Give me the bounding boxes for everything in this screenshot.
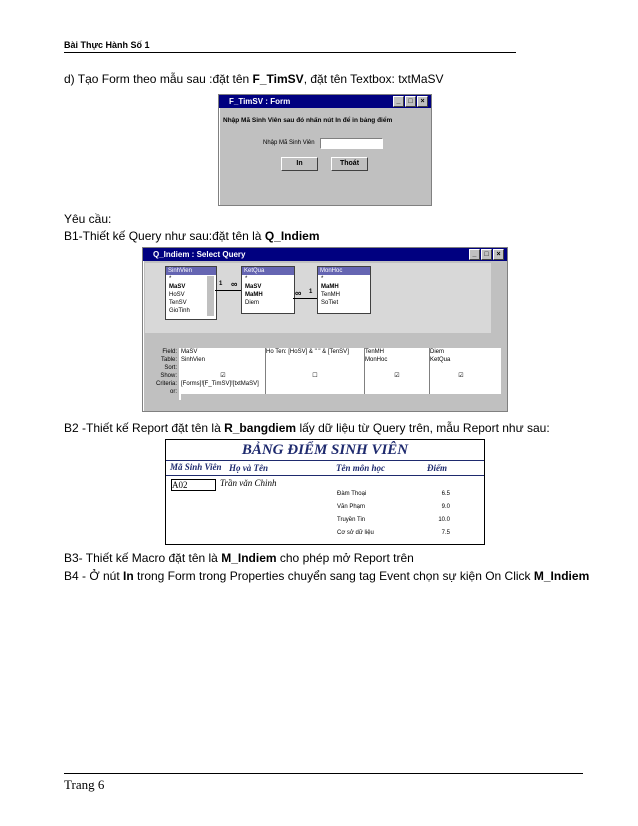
table-ketqua-title: KetQua: [242, 267, 294, 275]
horizontal-scrollbar[interactable]: [145, 333, 501, 341]
label-sort: Sort:: [164, 365, 177, 371]
b2-bold: R_bangdiem: [224, 421, 297, 435]
b4-bold2: M_Indiem: [533, 569, 590, 583]
report-subject: Cơ sở dữ liệu: [337, 530, 374, 536]
para-b4: [64, 569, 589, 583]
input-label: Nhập Mã Sinh Viên: [263, 140, 315, 146]
b4-part1: B4 - Ở nút: [64, 569, 123, 583]
close-icon[interactable]: ×: [493, 249, 504, 260]
report-score: 7.5: [441, 530, 450, 536]
report-rule: [166, 460, 484, 461]
field-masv[interactable]: MaSV: [169, 284, 186, 290]
form-titlebar: [219, 95, 431, 108]
para-d-suffix: , đặt tên Textbox: txtMaSV: [303, 72, 444, 86]
col-masv-header: Mã Sinh Viên: [170, 462, 222, 472]
para-b1: [64, 229, 320, 243]
col-table[interactable]: MonHoc: [365, 357, 388, 363]
sinhvien-scrollbar[interactable]: [207, 276, 214, 316]
query-titlebar: [143, 248, 507, 261]
para-b2: [64, 421, 550, 435]
col-field[interactable]: TenMH: [365, 349, 385, 355]
col-tenmh-header: Tên môn học: [336, 463, 386, 473]
grid-column[interactable]: [266, 348, 365, 396]
table-sinhvien-title: SinhVien: [166, 267, 216, 275]
show-checkbox[interactable]: ☑: [394, 373, 400, 379]
b2-prefix: B2 -Thiết kế Report đặt tên là: [64, 421, 225, 435]
para-d-bold: F_TimSV: [252, 72, 304, 86]
relationship-line: [215, 290, 241, 291]
label-criteria: Criteria:: [155, 381, 177, 387]
report-hoten: Trần văn Chinh: [220, 478, 277, 488]
rel-many-label: ∞: [295, 288, 302, 298]
form-window: [218, 94, 432, 206]
field-sotiet[interactable]: SoTiet: [321, 300, 339, 306]
minimize-icon[interactable]: _: [469, 249, 480, 260]
label-or: or:: [169, 389, 177, 395]
b2-suffix: lấy dữ liệu từ Query trên, mẫu Report như sau:: [296, 421, 550, 435]
thoat-button[interactable]: Thoát: [331, 157, 368, 171]
label-table: Table:: [160, 357, 177, 363]
show-checkbox[interactable]: ☑: [458, 373, 464, 379]
rel-one-label: 1: [309, 289, 313, 295]
report-subject: Đàm Thoại: [337, 491, 367, 497]
form-instruction: Nhập Mã Sinh Viên sau đó nhấn nút In để in bảng điểm: [223, 117, 393, 124]
in-button[interactable]: In: [281, 157, 318, 171]
report-masv: A02: [171, 479, 216, 491]
grid-row-labels: [145, 348, 179, 400]
para-b3: [64, 551, 414, 565]
rel-many-label: ∞: [231, 279, 238, 289]
footer-rule: [64, 773, 583, 774]
col-field[interactable]: MaSV: [181, 349, 198, 355]
label-show: Show:: [160, 373, 177, 379]
col-table[interactable]: SinhVien: [181, 357, 205, 363]
report-rule: [166, 475, 484, 476]
field-star[interactable]: *: [321, 276, 324, 282]
table-monhoc[interactable]: [317, 266, 371, 314]
close-icon[interactable]: ×: [417, 96, 428, 107]
b4-part2: trong Form trong Properties chuyển sang tag Event chọn sự kiện On Click: [133, 569, 534, 583]
report-score: 10.0: [438, 517, 450, 523]
b1-prefix: B1-Thiết kế Query như sau:đặt tên là: [64, 229, 265, 243]
field-mamh[interactable]: MaMH: [245, 292, 263, 298]
field-tenmh[interactable]: TenMH: [321, 292, 341, 298]
page-header: Bài Thực Hành Số 1: [64, 40, 150, 50]
header-rule: [64, 52, 516, 53]
col-hoten-header: Họ và Tên: [229, 463, 268, 473]
maximize-icon[interactable]: □: [405, 96, 416, 107]
field-hosv[interactable]: HoSV: [169, 292, 185, 298]
b3-prefix: B3- Thiết kế Macro đặt tên là: [64, 551, 222, 565]
field-tensv[interactable]: TenSV: [169, 300, 187, 306]
report-score: 9.0: [441, 504, 450, 510]
grid-column[interactable]: [365, 348, 430, 396]
txtmasv-input[interactable]: [320, 138, 383, 149]
col-field[interactable]: Ho Ten: [HoSV] & " " & [TenSV]: [266, 349, 349, 355]
query-title: Q_Indiem : Select Query: [153, 250, 246, 259]
maximize-icon[interactable]: □: [481, 249, 492, 260]
table-ketqua[interactable]: [241, 266, 295, 314]
field-star[interactable]: *: [245, 276, 248, 282]
field-mamh[interactable]: MaMH: [321, 284, 339, 290]
query-window: [142, 247, 508, 412]
b3-bold: M_Indiem: [221, 551, 277, 565]
qbe-grid: [145, 348, 501, 400]
report-sample: [165, 439, 485, 545]
yeucau-label: Yêu cầu:: [64, 212, 112, 226]
col-criteria[interactable]: [Forms]![F_TimSV]![txtMaSV]: [181, 381, 259, 387]
b1-bold: Q_Indiem: [264, 229, 320, 243]
table-monhoc-title: MonHoc: [318, 267, 370, 275]
label-field: Field:: [162, 349, 177, 355]
report-score: 6.5: [441, 491, 450, 497]
field-diem[interactable]: Diem: [245, 300, 260, 306]
report-subject: Truyền Tin: [337, 517, 366, 523]
rel-one-label: 1: [219, 281, 223, 287]
grid-scrollbar[interactable]: [181, 394, 501, 400]
show-checkbox[interactable]: ☐: [312, 373, 318, 379]
report-title: BẢNG ĐIỂM SINH VIÊN: [241, 442, 409, 458]
show-checkbox[interactable]: ☑: [220, 373, 226, 379]
col-diem-header: Điểm: [427, 463, 447, 473]
para-d: [64, 72, 444, 86]
field-masv[interactable]: MaSV: [245, 284, 262, 290]
relationship-line: [293, 298, 317, 299]
minimize-icon[interactable]: _: [393, 96, 404, 107]
b4-bold1: In: [122, 569, 134, 583]
para-d-prefix: d) Tạo Form theo mẫu sau :đặt tên: [64, 72, 253, 86]
grid-column[interactable]: [181, 348, 266, 396]
field-star[interactable]: *: [169, 276, 172, 282]
form-title: F_TimSV : Form: [229, 97, 291, 106]
col-field[interactable]: Diem: [430, 349, 445, 355]
field-giotinh[interactable]: GioTinh: [169, 308, 190, 314]
grid-column[interactable]: [430, 348, 492, 396]
vertical-scrollbar[interactable]: [491, 263, 501, 333]
b3-suffix: cho phép mở Report trên: [276, 551, 414, 565]
page-number: Trang 6: [64, 777, 105, 792]
report-subject: Văn Phạm: [337, 504, 366, 510]
col-table[interactable]: KetQua: [430, 357, 451, 363]
